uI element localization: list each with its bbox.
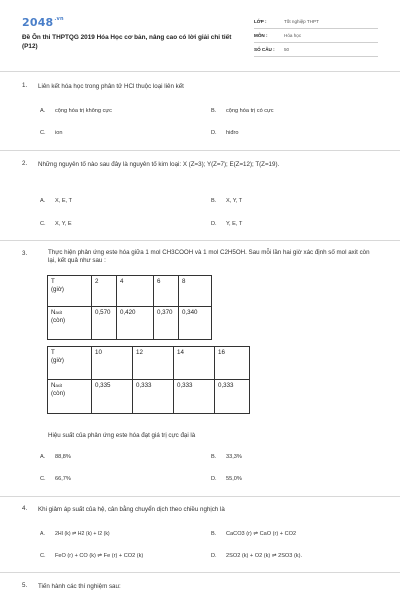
question-number: 2. <box>22 160 28 167</box>
data-table-2 <box>47 346 250 414</box>
table-cell: 12 <box>133 347 174 380</box>
question-text: Liên kết hóa học trong phân tử HCl thuộc loại liên kết <box>38 83 184 90</box>
table-row <box>48 307 212 340</box>
question-number: 5. <box>22 582 28 589</box>
question-divider <box>0 150 400 151</box>
option-c[interactable]: C. 66,7% <box>40 476 71 482</box>
question-number: 4. <box>22 505 28 512</box>
table-cell: 10 <box>92 347 133 380</box>
option-a[interactable]: A. cộng hóa trị không cực <box>40 108 112 114</box>
option-c[interactable]: C. FeO (r) + CO (k) ⇌ Fe (r) + CO2 (k) <box>40 553 144 559</box>
document-header <box>0 0 400 64</box>
question-divider <box>0 240 400 241</box>
table-cell: 4 <box>117 276 154 307</box>
meta-subject-row <box>254 29 378 43</box>
option-b[interactable]: B. CaCO3 (r) ⇌ CaO (r) + CO2 <box>211 531 297 537</box>
option-d[interactable]: D. 55,0% <box>211 476 242 482</box>
meta-label: LỚP : <box>254 19 267 24</box>
table-cell: 0,370 <box>154 307 179 340</box>
question-text: Khi giảm áp suất của hệ, cân bằng chuyển dịch theo chiều nghịch là <box>38 506 225 513</box>
table-cell: 0,333 <box>133 380 174 414</box>
question-prompt: Hiệu suất của phản ứng este hóa đạt giá trị cực đại là <box>48 432 196 439</box>
data-table-1 <box>47 275 212 340</box>
meta-label: SỐ CÂU : <box>254 47 275 52</box>
table-row <box>48 380 250 414</box>
table-row <box>48 276 212 307</box>
meta-value: Hóa học <box>284 33 302 38</box>
table-cell: 0,333 <box>215 380 250 414</box>
option-d[interactable]: D. 2SO2 (k) + O2 (k) ⇌ 2SO3 (k). <box>211 553 303 559</box>
table-cell: 6 <box>154 276 179 307</box>
table-header-cell: T (giờ) <box>48 276 92 307</box>
question-text: Những nguyên tố nào sau đây là nguyên tố kim loại: X (Z=3); Y(Z=7); E(Z=12); T(Z=19). <box>38 161 280 168</box>
table-cell: 2 <box>92 276 117 307</box>
table-cell: 0,420 <box>117 307 154 340</box>
meta-class-row <box>254 15 378 29</box>
option-d[interactable]: D. hiđro <box>211 130 239 136</box>
question-number: 1. <box>22 82 28 89</box>
option-a[interactable]: A. 88,8% <box>40 454 71 460</box>
question-number: 3. <box>22 250 28 257</box>
option-d[interactable]: D. Y, E, T <box>211 221 243 227</box>
question-divider <box>0 496 400 497</box>
question-text: Tiến hành các thí nghiệm sau: <box>38 583 121 590</box>
site-logo[interactable]: $2048^{.vn}$ <box>22 16 64 29</box>
table-cell: 0,570 <box>92 307 117 340</box>
option-b[interactable]: B. 33,3% <box>211 454 242 460</box>
header-divider <box>0 71 400 72</box>
option-b[interactable]: B. cộng hóa trị có cực <box>211 108 274 114</box>
table-row <box>48 347 250 380</box>
option-b[interactable]: B. X, Y, T <box>211 198 243 204</box>
table-header-cell: T (giờ) <box>48 347 92 380</box>
table-cell: 16 <box>215 347 250 380</box>
table-header-cell: Naxit (còn) <box>48 307 92 340</box>
meta-count-row <box>254 43 378 57</box>
table-cell: 14 <box>174 347 215 380</box>
table-header-cell: Naxit (còn) <box>48 380 92 414</box>
option-c[interactable]: C. ion <box>40 130 63 136</box>
meta-label: MÔN : <box>254 33 268 38</box>
meta-value: Tốt nghiệp THPT <box>284 19 319 24</box>
option-c[interactable]: C. X, Y, E <box>40 221 72 227</box>
question-divider <box>0 572 400 573</box>
option-a[interactable]: A. X, E, T <box>40 198 72 204</box>
table-cell: 0,333 <box>174 380 215 414</box>
document-title: Đề Ôn thi THPTQG 2019 Hóa Học cơ bản, nâng cao có lời giải chi tiết (P12) <box>22 34 232 50</box>
question-text: Thực hiện phản ứng este hóa giữa 1 mol CH3COOH và 1 mol C2H5OH. Sau mỗi lần hai giờ xác định số mol axit còn lại, kết quả như sau : <box>48 249 370 264</box>
meta-value: 50 <box>284 47 290 52</box>
table-cell: 0,335 <box>92 380 133 414</box>
option-a[interactable]: A. 2HI (k) ⇌ H2 (k) + I2 (k) <box>40 531 110 537</box>
table-cell: 8 <box>179 276 212 307</box>
table-cell: 0,340 <box>179 307 212 340</box>
